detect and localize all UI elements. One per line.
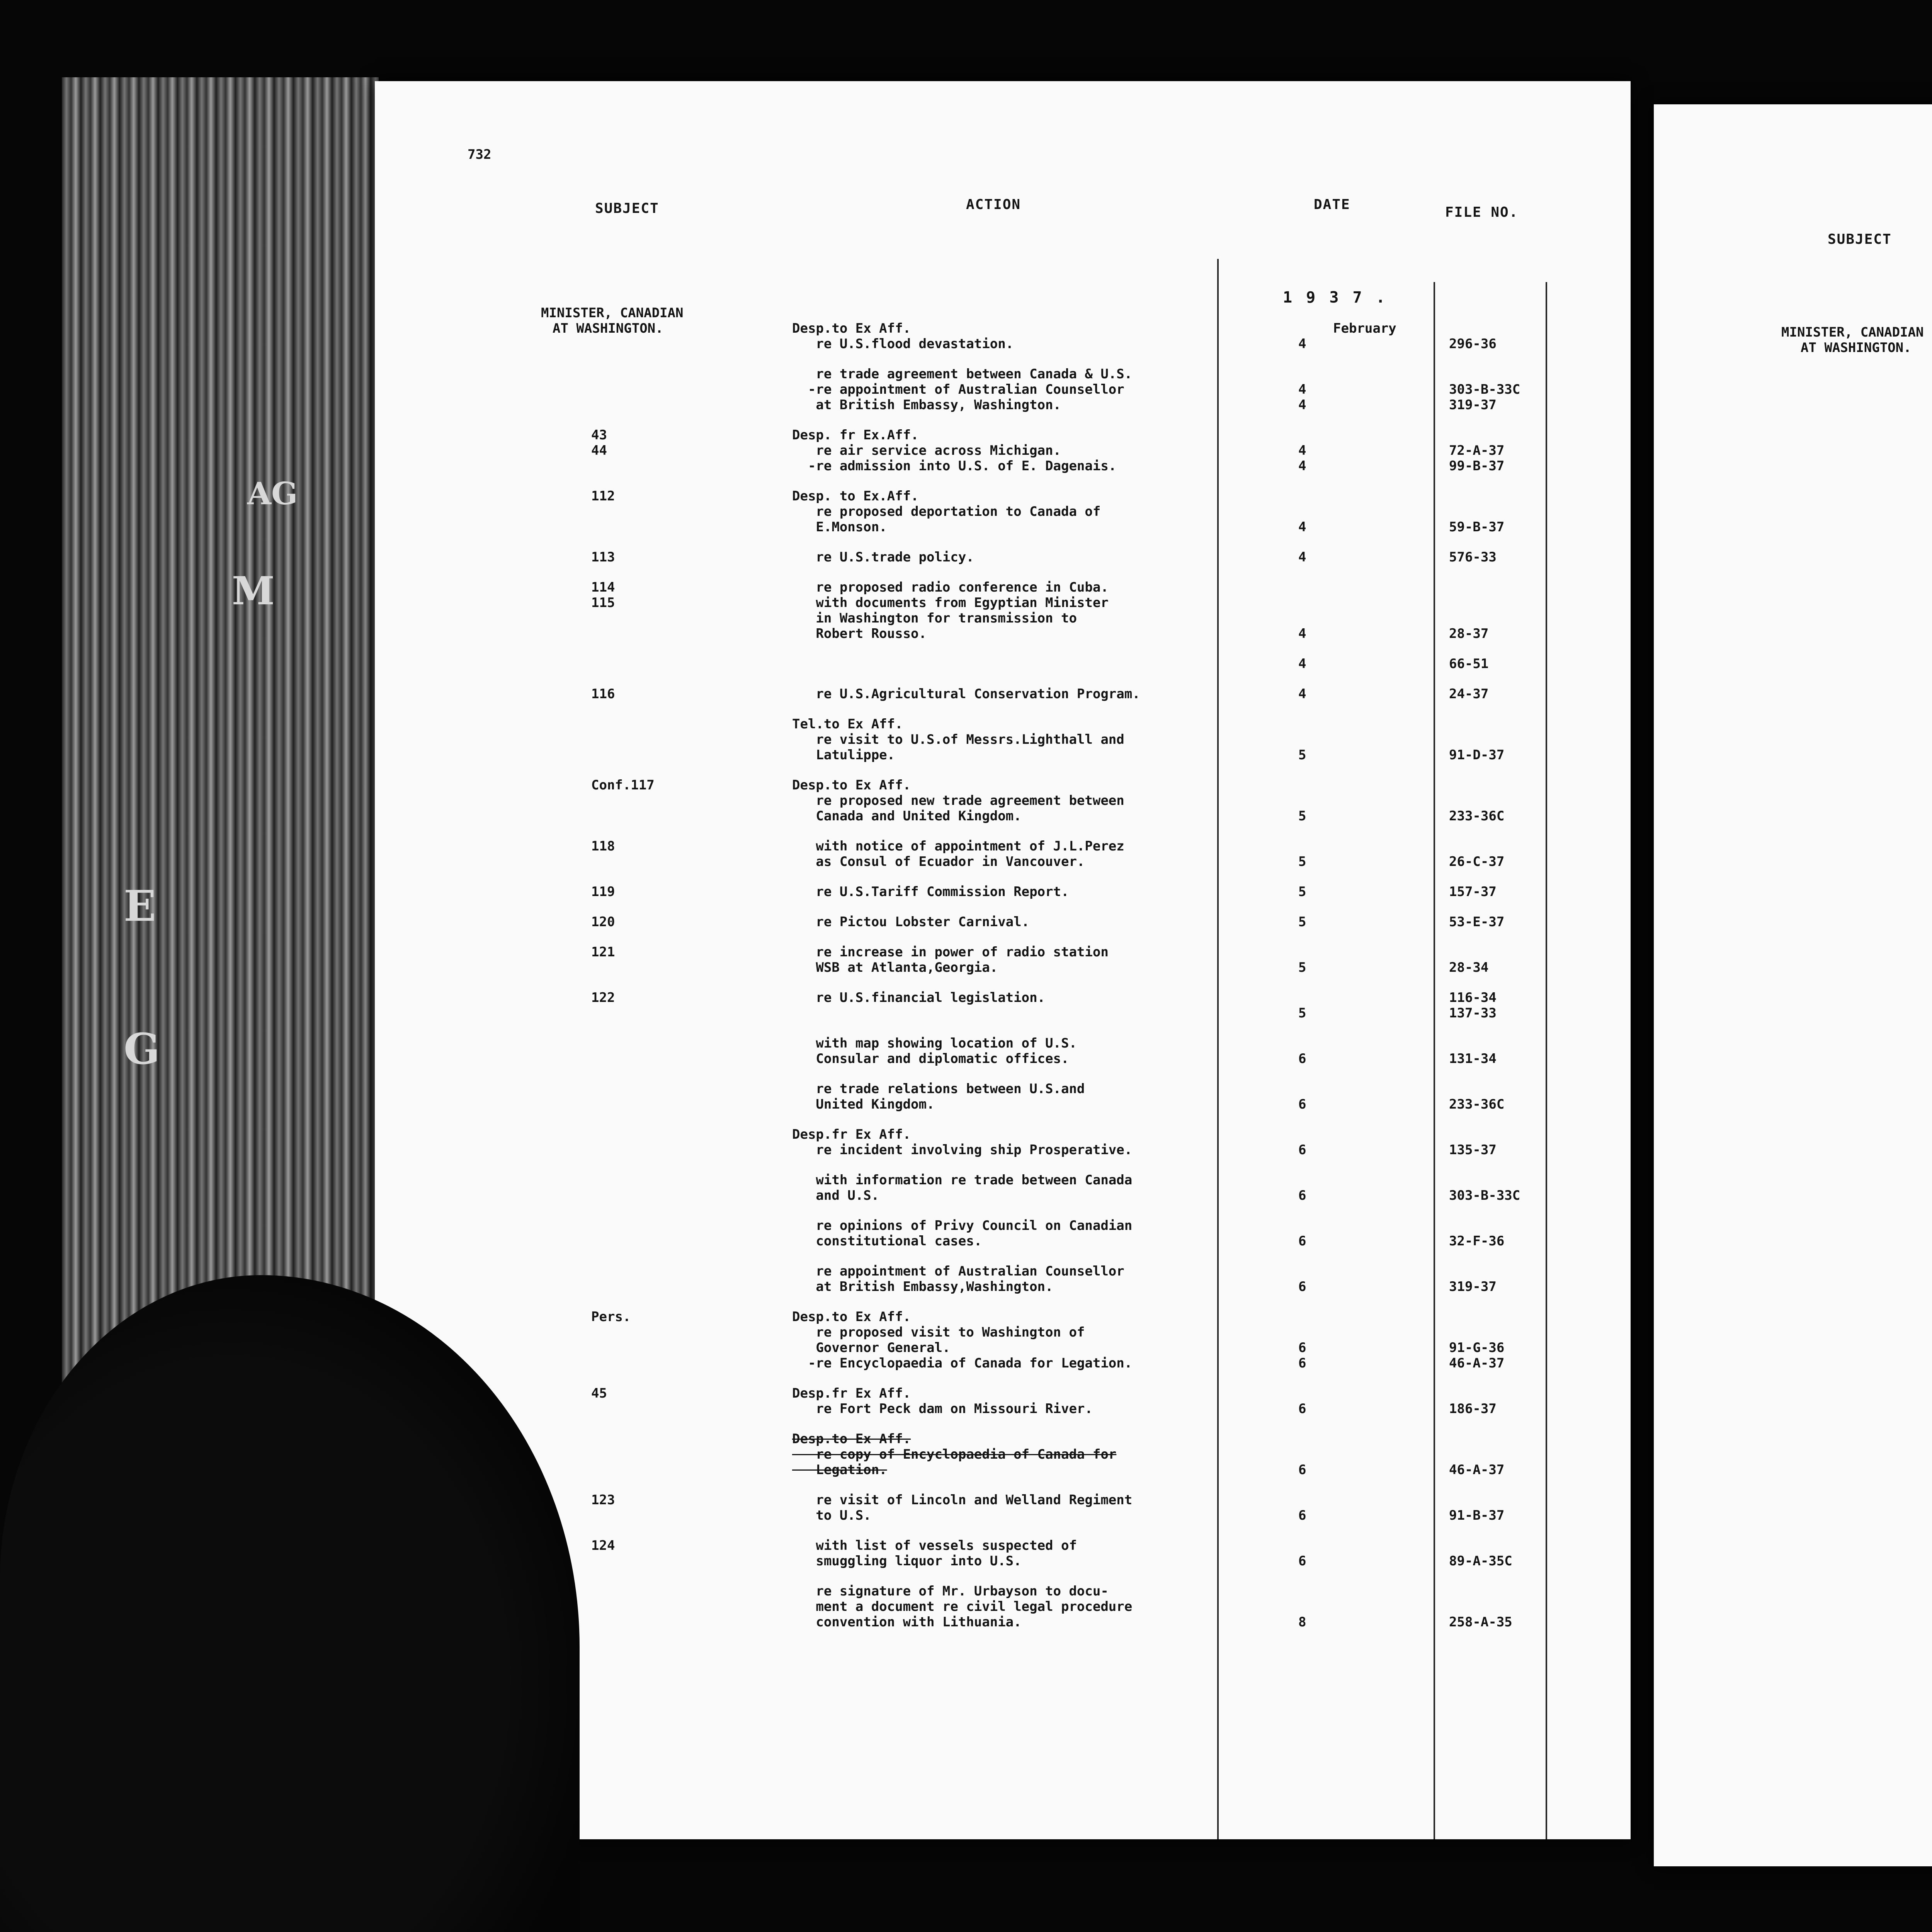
entry-action: re U.S.Agricultural Conservation Program.: [792, 686, 1140, 702]
entry-date: 6 6: [1298, 1340, 1306, 1371]
entry-file: 28-34: [1449, 960, 1489, 975]
year: 1 9 3 7 .: [1283, 289, 1388, 306]
entry-action: re appointment of Australian Counsellor at British Embassy,Washington.: [816, 1264, 1124, 1294]
entry-no: 116: [591, 686, 615, 702]
entry-date: 5: [1298, 854, 1306, 869]
entry-date: 4: [1298, 549, 1306, 565]
header-file-no: FILE NO.: [1445, 204, 1519, 220]
entry-date: 4 4: [1298, 443, 1306, 474]
entry-date: 6: [1298, 1097, 1306, 1112]
entry-action: Desp.to Ex Aff. re U.S.flood devastation.: [792, 321, 1014, 352]
entry-action: re opinions of Privy Council on Canadian constitutional cases.: [816, 1218, 1133, 1249]
column-rule: [1546, 282, 1547, 1839]
column-rule: [1217, 259, 1219, 1839]
entry-file: 131-34: [1449, 1051, 1497, 1066]
entry-date: 6: [1298, 1401, 1306, 1417]
entry-no: 123: [591, 1492, 615, 1508]
entry-no: 120: [591, 914, 615, 930]
book-edge-strip: [62, 77, 379, 1468]
entry-file: 26-C-37: [1449, 854, 1505, 869]
entry-action: re visit of Lincoln and Welland Regiment to U.S.: [816, 1492, 1133, 1523]
entry-action: Desp.to Ex Aff. re proposed new trade agreement between Canada and United Kingdom.: [792, 777, 1124, 824]
entry-file: 91-D-37: [1449, 747, 1505, 763]
entry-date: 4 4: [1298, 382, 1306, 413]
entry-file: 233-36C: [1449, 1097, 1505, 1112]
entry-file: 91-B-37: [1449, 1508, 1505, 1523]
subject-line-1: MINISTER, CANADIAN: [1781, 325, 1924, 340]
entry-no: 43 44: [591, 427, 607, 458]
entry-file: 576-33: [1449, 549, 1497, 565]
entry-no: 119: [591, 884, 615, 900]
entry-action: re Pictou Lobster Carnival.: [792, 914, 1030, 930]
entry-date: 5: [1298, 747, 1306, 763]
entry-date: 6: [1298, 1279, 1306, 1294]
entry-no: 45: [591, 1386, 607, 1401]
entry-date: 6: [1298, 1051, 1306, 1066]
entry-date: 4: [1298, 336, 1306, 352]
entry-action: with map showing location of U.S. Consular and diplomatic offices.: [816, 1036, 1077, 1066]
entry-action: with information re trade between Canada and U.S.: [816, 1172, 1133, 1203]
entry-action: re signature of Mr. Urbayson to docu- ment a document re civil legal procedure convention with Lithuania.: [816, 1583, 1133, 1630]
entry-no: 121: [591, 944, 615, 960]
entry-action: Desp.to Ex Aff. re copy of Encyclopaedia of Canada for Legation.: [792, 1431, 1117, 1478]
entry-no: Pers.: [591, 1309, 631, 1325]
entry-file: 303-B-33C: [1449, 1188, 1520, 1203]
entry-action: Tel.to Ex Aff. re visit to U.S.of Messrs.Lighthall and Latulippe.: [792, 716, 1124, 763]
entry-action: re trade agreement between Canada & U.S. -re appointment of Australian Counsellor at British Embassy, Washington.: [808, 366, 1133, 413]
header-date: DATE: [1314, 197, 1350, 213]
entry-date: 6: [1298, 1462, 1306, 1478]
entry-action: re U.S.financial legislation.: [792, 990, 1046, 1005]
entry-date: 6: [1298, 1188, 1306, 1203]
entry-date: 5: [1298, 1005, 1306, 1021]
entry-no: 112: [591, 488, 615, 504]
entry-date: 4: [1298, 519, 1306, 535]
entry-action: Desp. to Ex.Aff. re proposed deportation to Canada of E.Monson.: [792, 488, 1101, 535]
entry-file: 91-G-36 46-A-37: [1449, 1340, 1505, 1371]
subject-line-2: AT WASHINGTON.: [553, 321, 663, 336]
entry-file: 157-37: [1449, 884, 1497, 900]
entry-file: 296-36: [1449, 336, 1497, 352]
entry-action: re proposed radio conference in Cuba. with documents from Egyptian Minister in Washington for transmission to Robert Rousso.: [816, 580, 1109, 641]
entry-date: 6: [1298, 1233, 1306, 1249]
edge-label-3: E: [124, 881, 156, 931]
edge-label-1: AG: [247, 475, 298, 512]
entry-date: 6: [1298, 1508, 1306, 1523]
entry-date: 4: [1298, 626, 1306, 641]
entry-file: 32-F-36: [1449, 1233, 1505, 1249]
subject-line-1: MINISTER, CANADIAN: [541, 305, 684, 321]
entry-date: 6: [1298, 1553, 1306, 1569]
entry-action: Desp. fr Ex.Aff. re air service across Michigan. -re admission into U.S. of E. Dagenais.: [792, 427, 1117, 474]
entry-file: 24-37: [1449, 686, 1489, 702]
entry-no: Conf.117: [591, 777, 655, 793]
entry-file: 66-51: [1449, 656, 1489, 672]
entry-date: 5: [1298, 960, 1306, 975]
entry-no: 122: [591, 990, 615, 1005]
column-rule: [1434, 282, 1435, 1839]
entry-file: 258-A-35: [1449, 1614, 1512, 1630]
entry-month: February: [1333, 321, 1396, 336]
header-subject: SUBJECT: [595, 201, 659, 216]
ledger-page-right: [1654, 104, 1932, 1866]
entry-date: 4: [1298, 686, 1306, 702]
entry-file: 46-A-37: [1449, 1462, 1505, 1478]
entry-date: 5: [1298, 884, 1306, 900]
page-number: 732: [468, 147, 492, 162]
edge-label-4: G: [124, 1024, 160, 1074]
entry-file: 72-A-37 99-B-37: [1449, 443, 1505, 474]
entry-file: 186-37: [1449, 1401, 1497, 1417]
entry-date: 6: [1298, 1142, 1306, 1158]
entry-date: 8: [1298, 1614, 1306, 1630]
entry-file: 303-B-33C 319-37: [1449, 382, 1520, 413]
entry-action: re U.S.Tariff Commission Report.: [792, 884, 1069, 900]
header-subject: SUBJECT: [1828, 231, 1892, 247]
entry-date: 5: [1298, 808, 1306, 824]
entry-action: Desp.to Ex Aff. re proposed visit to Washington of Governor General. -re Encyclopaedia of Canada for Legation.: [792, 1309, 1133, 1371]
entry-action: re trade relations between U.S.and United Kingdom.: [816, 1081, 1085, 1112]
header-action: ACTION: [966, 197, 1021, 213]
entry-no: 124: [591, 1538, 615, 1553]
entry-action: with notice of appointment of J.L.Perez as Consul of Ecuador in Vancouver.: [816, 838, 1124, 869]
entry-date: 4: [1298, 656, 1306, 672]
entry-file: 116-34 137-33: [1449, 990, 1497, 1021]
entry-file: 59-B-37: [1449, 519, 1505, 535]
entry-action: Desp.fr Ex Aff. re Fort Peck dam on Missouri River.: [792, 1386, 1093, 1417]
entry-no: 114 115: [591, 580, 615, 611]
entry-no: 118: [591, 838, 615, 854]
entry-file: 89-A-35C: [1449, 1553, 1512, 1569]
entry-no: 113: [591, 549, 615, 565]
entry-action: Desp.fr Ex Aff. re incident involving ship Prosperative.: [792, 1127, 1133, 1158]
entry-file: 28-37: [1449, 626, 1489, 641]
entry-action: re increase in power of radio station WSB at Atlanta,Georgia.: [816, 944, 1109, 975]
edge-label-2: M: [232, 568, 275, 614]
subject-line-2: AT WASHINGTON.: [1801, 340, 1912, 355]
entry-date: 5: [1298, 914, 1306, 930]
entry-file: 135-37: [1449, 1142, 1497, 1158]
entry-file: 53-E-37: [1449, 914, 1505, 930]
entry-action: re U.S.trade policy.: [792, 549, 974, 565]
entry-file: 319-37: [1449, 1279, 1497, 1294]
entry-action: with list of vessels suspected of smuggling liquor into U.S.: [816, 1538, 1077, 1569]
entry-file: 233-36C: [1449, 808, 1505, 824]
